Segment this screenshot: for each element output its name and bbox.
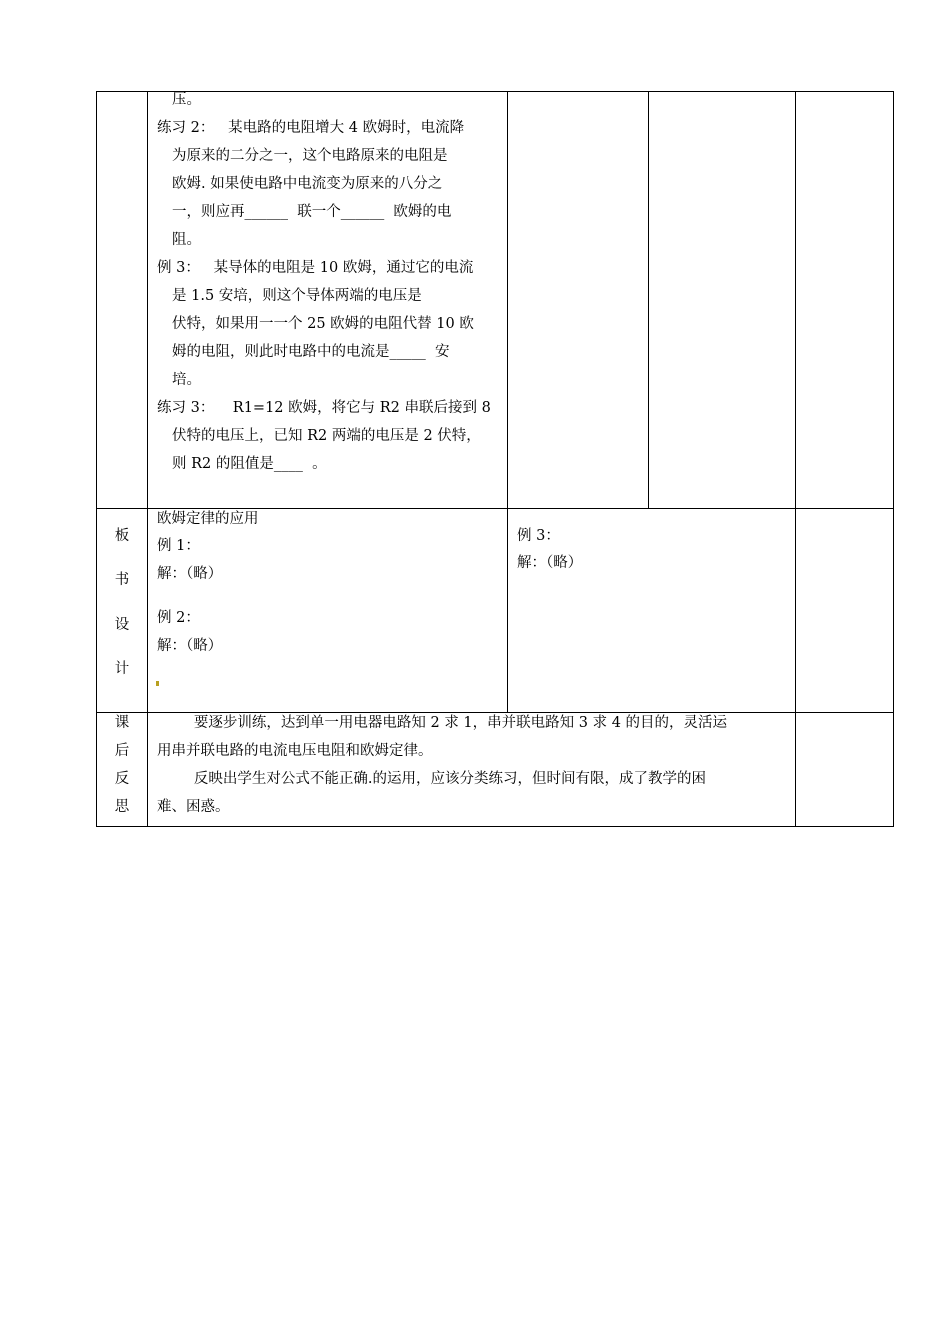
table-bottom-border: [96, 826, 894, 827]
text-line: 为原来的二分之一，这个电路原来的电阻是: [172, 148, 448, 164]
label-char: 思: [114, 799, 130, 815]
solution-3: 解：（略）: [517, 555, 583, 571]
board-title: 欧姆定律的应用: [157, 511, 259, 527]
text-line: 姆的电阻，则此时电路中的电流是_____ 安: [172, 344, 450, 360]
reflection-line: 难、困惑。: [157, 799, 230, 815]
table-right-border: [893, 91, 894, 827]
text-line: 练习 2： 某电路的电阻增大 4 欧姆时，电流降: [157, 120, 465, 136]
label-char: 课: [114, 715, 130, 731]
reflection-line: 反映出学生对公式不能正确.的运用，应该分类练习，但时间有限，成了教学的困: [157, 771, 706, 787]
label-column-divider: [147, 91, 148, 827]
text-line: 是 1.5 安培，则这个导体两端的电压是: [172, 288, 422, 304]
label-char: 书: [114, 572, 130, 588]
middle-column-divider: [648, 91, 649, 509]
mark-dot: [156, 681, 159, 686]
reflection-line: 用串并联电路的电流电压电阻和欧姆定律。: [157, 743, 433, 759]
label-char: 板: [114, 528, 130, 544]
label-char: 计: [114, 661, 130, 677]
text-line: 一，则应再______ 联一个______ 欧姆的电: [172, 204, 452, 220]
solution-2: 解：（略）: [157, 638, 223, 654]
right-column-divider: [795, 91, 796, 827]
reflection-line: 要逐步训练，达到单一用电器电路知 2 求 1，串并联电路知 3 求 4 的目的，灵活运: [157, 715, 728, 731]
text-line: 练习 3： R1=12 欧姆，将它与 R2 串联后接到 8: [157, 400, 491, 416]
text-line: 则 R2 的阻值是____ 。: [172, 456, 327, 472]
content-column-divider: [507, 91, 508, 713]
text-line: 培。: [172, 372, 201, 388]
text-line: 伏特的电压上，已知 R2 两端的电压是 2 伏特，: [172, 428, 481, 444]
text-line: 压。: [172, 92, 201, 108]
text-line: 阻。: [172, 232, 201, 248]
example-2-label: 例 2：: [157, 610, 200, 626]
solution-1: 解：（略）: [157, 566, 223, 582]
label-char: 反: [114, 771, 130, 787]
label-char: 后: [114, 743, 130, 759]
text-line: 例 3： 某导体的电阻是 10 欧姆，通过它的电流: [157, 260, 474, 276]
example-3-label: 例 3：: [517, 528, 560, 544]
example-1-label: 例 1：: [157, 538, 200, 554]
table-top-border: [96, 91, 894, 92]
label-char: 设: [114, 617, 130, 633]
text-line: 欧姆. 如果使电路中电流变为原来的八分之: [172, 176, 443, 192]
text-line: 伏特，如果用一一个 25 欧姆的电阻代替 10 欧: [172, 316, 474, 332]
